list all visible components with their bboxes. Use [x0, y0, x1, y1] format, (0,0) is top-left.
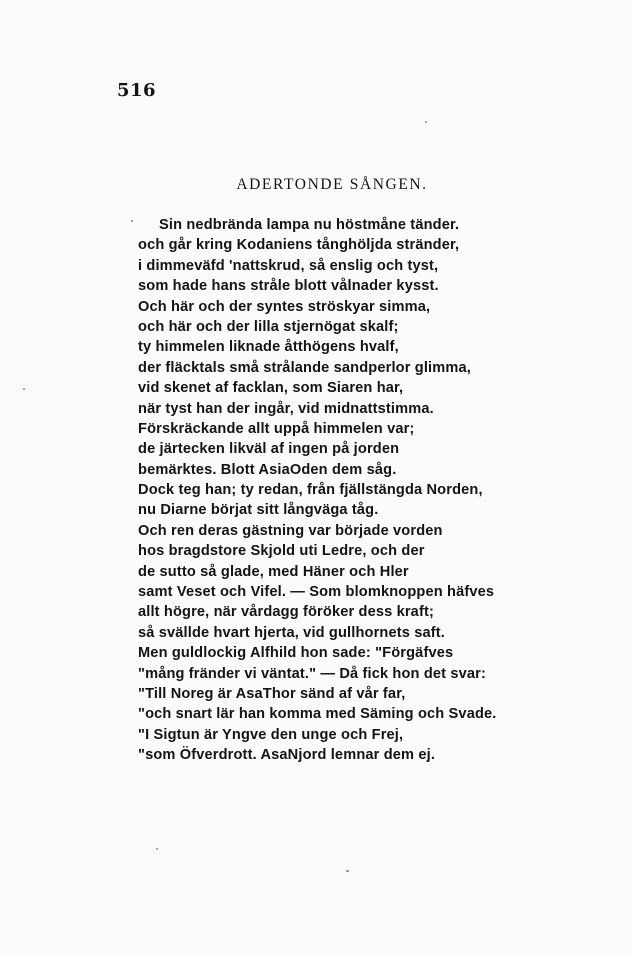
- verse-line: "Till Noreg är AsaThor sänd af vår far,: [138, 685, 406, 702]
- verse-line: allt högre, när vårdagg föröker dess kraft;: [138, 604, 434, 621]
- verse-line: när tyst han der ingår, vid midnattstimma.: [138, 400, 434, 417]
- paper-speck: [346, 870, 349, 872]
- verse-line: och går kring Kodaniens tånghöljda stränder,: [138, 237, 460, 254]
- verse-line: Sin nedbrända lampa nu höstmåne tänder.: [159, 217, 460, 233]
- verse-line: vid skenet af facklan, som Siaren har,: [138, 380, 404, 397]
- verse-line: samt Veset och Vifel. — Som blomknoppen häfves: [138, 584, 495, 601]
- verse-line: "mång fränder vi väntat." — Då fick hon det svar:: [138, 665, 487, 682]
- paper-speck: [425, 121, 427, 123]
- verse-line: och här och der lilla stjernögat skalf;: [138, 318, 399, 335]
- verse-line: Och ren deras gästning var började vorden: [138, 522, 443, 539]
- verse-line: de sutto så glade, med Häner och Hler: [138, 563, 409, 580]
- verse-line: Dock teg han; ty redan, från fjällstängda Norden,: [138, 482, 483, 499]
- verse-line: så svällde hvart hjerta, vid gullhornets saft.: [138, 624, 445, 641]
- verse-line: "I Sigtun är Yngve den unge och Frej,: [138, 726, 404, 743]
- verse-line: i dimmeväfd 'nattskrud, så enslig och tyst,: [138, 257, 439, 274]
- paper-speck: [131, 220, 133, 222]
- verse-line: de järtecken likväl af ingen på jorden: [138, 441, 400, 458]
- verse-line: ty himmelen liknade åtthögens hvalf,: [138, 339, 399, 356]
- verse-line: bemärktes. Blott AsiaOden dem såg.: [138, 461, 397, 478]
- verse-line: "som Öfverdrott. AsaNjord lemnar dem ej.: [138, 747, 436, 764]
- page-number: 516: [117, 80, 157, 101]
- verse-line: hos bragdstore Skjold uti Ledre, och der: [138, 543, 425, 560]
- verse-line: Och här och der syntes ströskyar simma,: [138, 298, 431, 315]
- verse-line: nu Diarne börjat sitt långväga tåg.: [138, 502, 379, 519]
- verse-line: der fläcktals små strålande sandperlor glimma,: [138, 359, 471, 376]
- verse-body: [138, 215, 558, 766]
- verse-line: Förskräckande allt uppå himmelen var;: [138, 420, 415, 437]
- chapter-heading: ADERTONDE SÅNGEN.: [236, 176, 428, 193]
- verse-line: "och snart lär han komma med Säming och Svade.: [138, 706, 497, 723]
- paper-speck: [156, 848, 158, 850]
- paper-speck: [23, 388, 25, 390]
- verse-line: som hade hans stråle blott vålnader kysst.: [138, 278, 439, 295]
- verse-line: Men guldlockig Alfhild hon sade: "Förgäfves: [138, 645, 454, 662]
